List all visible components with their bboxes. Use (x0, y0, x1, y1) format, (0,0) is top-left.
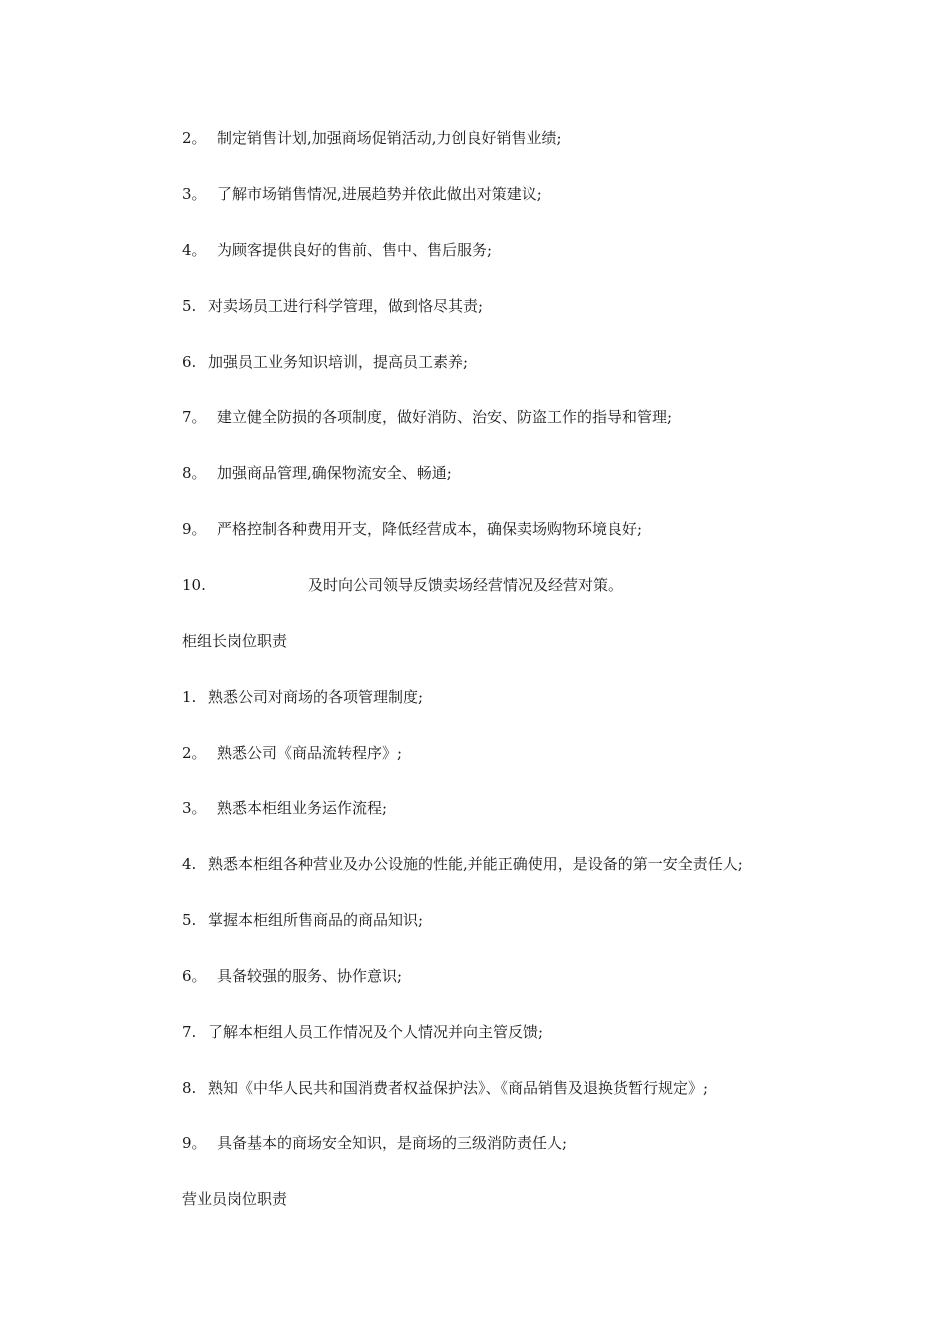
item-text: 严格控制各种费用开支，降低经营成本，确保卖场购物环境良好; (217, 520, 643, 538)
item-number: 4。 (182, 241, 207, 259)
list-item (182, 910, 423, 930)
item-number: 3。 (182, 185, 207, 203)
item-text: 熟悉本柜组各种营业及办公设施的性能,并能正确使用，是设备的第一安全责任人; (208, 855, 743, 873)
list-item (182, 407, 672, 427)
item-text: 对卖场员工进行科学管理，做到恪尽其责; (208, 297, 484, 315)
item-number: 1. (182, 688, 197, 706)
item-text: 具备较强的服务、协作意识; (217, 967, 403, 985)
item-text: 具备基本的商场安全知识，是商场的三级消防责任人; (217, 1134, 568, 1152)
item-text: 掌握本柜组所售商品的商品知识; (208, 911, 424, 929)
item-text: 熟知《中华人民共和国消费者权益保护法》、《商品销售及退换货暂行规定》; (208, 1079, 709, 1097)
item-text: 了解市场销售情况,进展趋势并依此做出对策建议; (217, 185, 542, 203)
item-number: 6. (182, 353, 197, 371)
list-item (182, 1022, 543, 1042)
list-item (182, 966, 402, 986)
list-item (182, 128, 562, 148)
item-text: 加强员工业务知识培训，提高员工素养; (208, 353, 469, 371)
item-number: 5. (182, 911, 197, 929)
section-heading: 柜组长岗位职责 (182, 632, 288, 650)
list-item (182, 352, 468, 372)
list-item (182, 575, 623, 595)
item-number: 4. (182, 855, 197, 873)
item-text: 加强商品管理,确保物流安全、畅通; (217, 464, 452, 482)
item-number: 8。 (182, 464, 207, 482)
item-number: 10. (182, 576, 206, 594)
item-text: 熟悉本柜组业务运作流程; (217, 799, 388, 817)
list-item (182, 184, 542, 204)
item-text: 熟悉公司对商场的各项管理制度; (208, 688, 424, 706)
item-number: 6。 (182, 967, 207, 985)
list-item (182, 743, 402, 763)
item-number: 8. (182, 1079, 197, 1097)
section-heading: 营业员岗位职责 (182, 1190, 288, 1208)
list-item (182, 463, 452, 483)
item-number: 9。 (182, 520, 207, 538)
item-text: 及时向公司领导反馈卖场经营情况及经营对策。 (308, 576, 624, 594)
item-number: 9。 (182, 1134, 207, 1152)
item-number: 7. (182, 1023, 197, 1041)
item-number: 2。 (182, 744, 207, 762)
item-text: 熟悉公司《商品流转程序》; (217, 744, 403, 762)
list-item (182, 519, 642, 539)
item-number: 5. (182, 297, 197, 315)
item-number: 2。 (182, 129, 207, 147)
list-item (182, 687, 423, 707)
item-text: 建立健全防损的各项制度，做好消防、治安、防盗工作的指导和管理; (217, 408, 673, 426)
list-item (182, 1078, 708, 1098)
list-item (182, 798, 387, 818)
list-item (182, 854, 743, 874)
item-number: 7。 (182, 408, 207, 426)
list-item (182, 296, 483, 316)
item-text: 为顾客提供良好的售前、售中、售后服务; (217, 241, 493, 259)
item-text: 了解本柜组人员工作情况及个人情况并向主管反馈; (208, 1023, 544, 1041)
item-number: 3。 (182, 799, 207, 817)
list-item (182, 1133, 567, 1153)
list-item (182, 240, 492, 260)
item-text: 制定销售计划,加强商场促销活动,力创良好销售业绩; (217, 129, 562, 147)
